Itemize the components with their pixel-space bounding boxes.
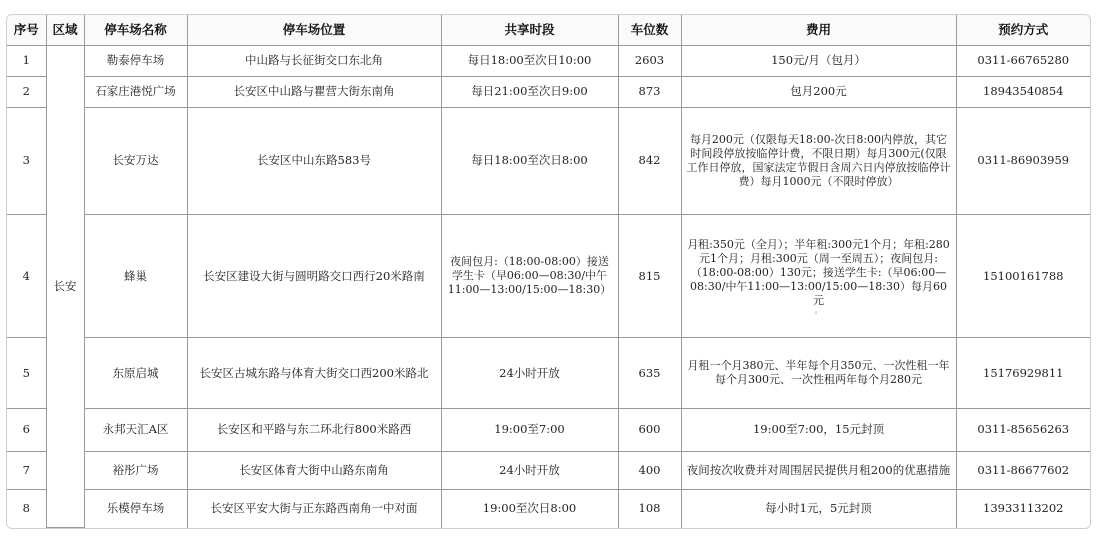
header-location: 停车场位置 <box>187 15 441 45</box>
cell-name: 石家庄港悦广场 <box>84 76 187 107</box>
cell-spaces: 108 <box>618 489 681 527</box>
fee-text: 月租:350元（全月）；半年租:300元1个月；年租:280元1个月；月租:300元（周一至周五）；夜间包月:（18:00-08:00）130元；接送学生卡:（早06:00—08:30/中午11:00—13:00/15:00—18:30）每月60元 <box>687 238 950 308</box>
cell-spaces: 635 <box>618 338 681 408</box>
cell-location: 长安区体育大街中山路东南角 <box>187 451 441 489</box>
cell-booking: 15176929811 <box>956 338 1090 408</box>
cell-spaces: 400 <box>618 451 681 489</box>
cell-booking: 15100161788 <box>956 215 1090 338</box>
cell-fee: 每月200元（仅限每天18:00-次日8:00内停放，其它时间段停放按临停计费，不限日期）每月300元(仅限工作日停放，国家法定节假日含周六日内停放按临停计费）每月1000元（不限时停放） <box>681 107 956 214</box>
cell-time: 每日18:00至次日10:00 <box>441 45 618 76</box>
cell-fee: 每小时1元，5元封顶 <box>681 489 956 527</box>
cell-idx: 5 <box>7 338 46 408</box>
cell-booking: 0311-86677602 <box>956 451 1090 489</box>
table-row <box>7 338 1090 408</box>
cell-idx: 8 <box>7 489 46 527</box>
cell-booking: 0311-66765280 <box>956 45 1090 76</box>
header-spaces: 车位数 <box>618 15 681 45</box>
table-row <box>7 408 1090 451</box>
cell-name: 乐模停车场 <box>84 489 187 527</box>
cell-location: 长安区建设大街与圆明路交口西行20米路南 <box>187 215 441 338</box>
header-name: 停车场名称 <box>84 15 187 45</box>
cell-name: 勒泰停车场 <box>84 45 187 76</box>
cell-idx: 1 <box>7 45 46 76</box>
header-row <box>7 15 1090 45</box>
cell-fee: 包月200元 <box>681 76 956 107</box>
cell-fee: 月租一个月380元、半年每个月350元、一次性租一年每个月300元、一次性租两年每个月280元 <box>681 338 956 408</box>
cell-idx: 2 <box>7 76 46 107</box>
cell-idx: 7 <box>7 451 46 489</box>
cell-time: 24小时开放 <box>441 451 618 489</box>
cell-spaces: 842 <box>618 107 681 214</box>
cell-idx: 4 <box>7 215 46 338</box>
parking-table <box>7 15 1090 528</box>
table-row <box>7 451 1090 489</box>
cell-booking: 18943540854 <box>956 76 1090 107</box>
table-row <box>7 489 1090 527</box>
cell-idx: 3 <box>7 107 46 214</box>
fee-mark: 。 <box>814 306 823 316</box>
header-time: 共享时段 <box>441 15 618 45</box>
cell-fee <box>681 215 956 338</box>
table-row <box>7 215 1090 338</box>
header-area: 区域 <box>46 15 84 45</box>
cell-time: 19:00至次日8:00 <box>441 489 618 527</box>
cell-booking: 0311-86903959 <box>956 107 1090 214</box>
header-fee: 费用 <box>681 15 956 45</box>
cell-name: 裕彤广场 <box>84 451 187 489</box>
cell-location: 长安区古城东路与体育大街交口西200米路北 <box>187 338 441 408</box>
table-row <box>7 107 1090 214</box>
cell-name: 永邦天汇A区 <box>84 408 187 451</box>
cell-name: 东原启城 <box>84 338 187 408</box>
cell-time: 24小时开放 <box>441 338 618 408</box>
cell-idx: 6 <box>7 408 46 451</box>
cell-location: 长安区中山路与瞿营大街东南角 <box>187 76 441 107</box>
cell-spaces: 873 <box>618 76 681 107</box>
table-row <box>7 76 1090 107</box>
header-idx: 序号 <box>7 15 46 45</box>
cell-time: 夜间包月:（18:00-08:00）接送学生卡（早06:00—08:30/中午11:00—13:00/15:00—18:30） <box>441 215 618 338</box>
cell-fee: 19:00至7:00，15元封顶 <box>681 408 956 451</box>
header-booking: 预约方式 <box>956 15 1090 45</box>
cell-spaces: 600 <box>618 408 681 451</box>
cell-time: 19:00至7:00 <box>441 408 618 451</box>
parking-table-card <box>6 14 1091 529</box>
cell-fee: 夜间按次收费并对周围居民提供月租200的优惠措施 <box>681 451 956 489</box>
cell-spaces: 2603 <box>618 45 681 76</box>
cell-time: 每日21:00至次日9:00 <box>441 76 618 107</box>
cell-location: 长安区平安大街与正东路西南角一中对面 <box>187 489 441 527</box>
cell-name: 蜂巢 <box>84 215 187 338</box>
cell-location: 长安区中山东路583号 <box>187 107 441 214</box>
cell-booking: 0311-85656263 <box>956 408 1090 451</box>
cell-fee: 150元/月（包月） <box>681 45 956 76</box>
cell-time: 每日18:00至次日8:00 <box>441 107 618 214</box>
cell-booking: 13933113202 <box>956 489 1090 527</box>
cell-name: 长安万达 <box>84 107 187 214</box>
cell-location: 长安区和平路与东二环北行800米路西 <box>187 408 441 451</box>
table-row <box>7 45 1090 76</box>
cell-spaces: 815 <box>618 215 681 338</box>
cell-area: 长安 <box>46 45 84 527</box>
cell-location: 中山路与长征街交口东北角 <box>187 45 441 76</box>
